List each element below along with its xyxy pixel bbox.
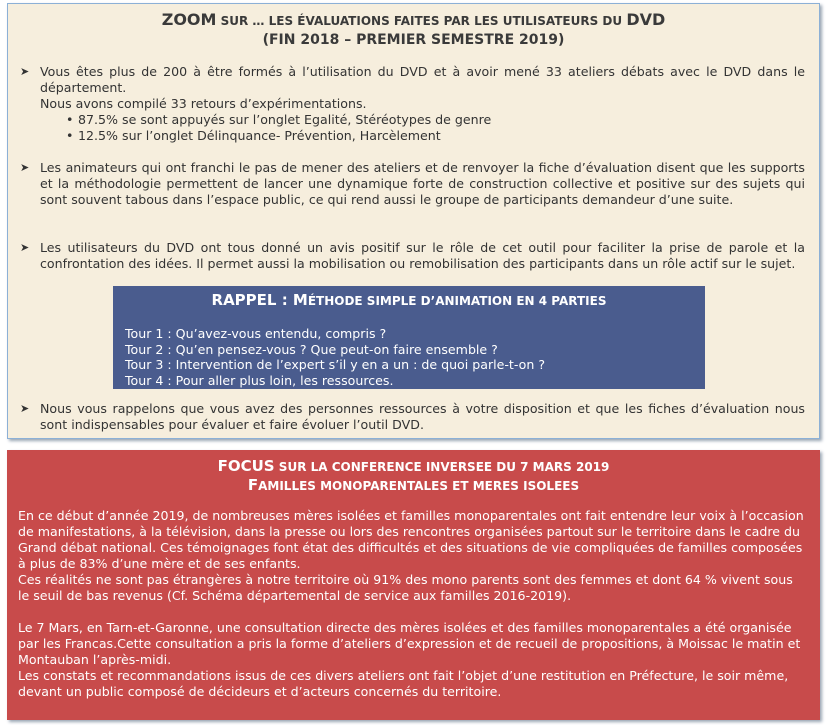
tour-item: Tour 3 : Intervention de l’expert s’il y en a un : de quoi parle-t-on ? <box>125 357 546 372</box>
paragraph-text: En ce début d’année 2019, de nombreuses mères isolées et familles monoparentales ont fait entendre leur voix à l’occasion de manifestations, à la télévision, dans la presse ou lors des rencontres organisées partout sur le territoire dans le cadre du Grand débat national. Ces témoignages font état des difficultés et des situations de vie compliquées de familles composées à plus de 83% d’une mère et de ses enfants. <box>18 508 804 571</box>
focus-title-lead: FOCUS <box>217 457 275 475</box>
zoom-title <box>8 11 819 30</box>
paragraph-text: Le 7 Mars, en Tarn-et-Garonne, une consultation directe des mères isolées et des familles monoparentales a été organisée par les Francas.Cette consultation a pris la forme d’ateliers d’expression et de recueil de propositions, à Moissac le matin et Montauban l’après-midi. <box>18 620 801 667</box>
focus-paragraph-1 <box>18 508 808 604</box>
focus-subtitle-lead: F <box>247 476 259 494</box>
zoom-title-lead: ZOOM <box>161 10 217 29</box>
list-item: • 12.5% sur l’onglet Délinquance- Prévention, Harcèlement <box>78 128 805 144</box>
tour-item: Tour 1 : Qu’avez-vous entendu, compris ? <box>125 326 387 341</box>
bullet-text: Les utilisateurs du DVD ont tous donné un avis positif sur le rôle de cet outil pour faciliter la prise de parole et la confrontation des idées. Il permet aussi la mobilisation ou remobilisation des participants dans un rôle actif sur le sujet. <box>40 240 805 271</box>
rappel-title-lead: RAPPEL : M <box>211 291 308 309</box>
bullet-item-formations <box>20 64 805 144</box>
bullet-item-utilisateurs <box>20 240 805 272</box>
bullet-item-animateurs <box>20 160 805 208</box>
tour-item: Tour 2 : Qu’en pensez-vous ? Que peut-on faire ensemble ? <box>125 341 498 357</box>
zoom-title-rest: SUR … LES ÉVALUATIONS FAITES PAR LES UTILISATEURS DU <box>216 14 627 28</box>
focus-subtitle-rest: AMILLES MONOPARENTALES ET MERES ISOLEES <box>258 479 580 493</box>
arrowhead-bullet-icon: ➤ <box>20 402 30 415</box>
bullet-text: Nous vous rappelons que vous avez des personnes ressources à votre disposition et que les fiches d’évaluation nous sont indispensables pour évaluer et faire évoluer l’outil DVD. <box>40 401 805 432</box>
focus-title-rest: SUR LA CONFERENCE INVERSEE DU 7 MARS 2019 <box>274 460 610 474</box>
rappel-box <box>113 286 705 389</box>
zoom-subtitle-text: (FIN 2018 – PREMIER SEMESTRE 2019) <box>262 32 565 48</box>
focus-title <box>7 457 820 476</box>
focus-section <box>7 450 820 720</box>
list-item: • 87.5% se sont appuyés sur l’onglet Egalité, Stéréotypes de genre <box>78 112 805 128</box>
arrowhead-bullet-icon: ➤ <box>20 65 30 78</box>
bullet-text: Vous êtes plus de 200 à être formés à l’utilisation du DVD et à avoir mené 33 ateliers débats avec le DVD dans le département. <box>40 64 805 95</box>
tour-item: Tour 4 : Pour aller plus loin, les ressources. <box>125 372 394 388</box>
paragraph-text: Les constats et recommandations issus de ces divers ateliers ont fait l’objet d’une restitution en Préfecture, le soir même, devant un public composé de décideurs et d’acteurs concernés du territoire. <box>18 668 789 699</box>
focus-subtitle <box>7 476 820 495</box>
bullet-item-ressources <box>20 401 805 433</box>
sub-list <box>40 112 805 144</box>
rappel-title-rest: ÉTHODE SIMPLE D’ANIMATION EN 4 PARTIES <box>307 294 607 308</box>
rappel-title <box>113 291 705 310</box>
zoom-title-dvd: DVD <box>626 10 666 29</box>
tours-list <box>113 326 705 388</box>
bullet-text: Nous avons compilé 33 retours d’expérimentations. <box>40 96 367 111</box>
bullet-text: Les animateurs qui ont franchi le pas de mener des ateliers et de renvoyer la fiche d’évaluation disent que les supports et la méthodologie permettent de lancer une dynamique forte de construction collective et positive sur des sujets qui sont souvent tabous dans l’espace public, ce qui rend aussi le groupe de participants demandeur d’une suite. <box>40 160 805 207</box>
arrowhead-bullet-icon: ➤ <box>20 241 30 254</box>
arrowhead-bullet-icon: ➤ <box>20 161 30 174</box>
focus-paragraph-2 <box>18 620 808 700</box>
zoom-subtitle <box>8 30 819 49</box>
paragraph-text: Ces réalités ne sont pas étrangères à notre territoire où 91% des mono parents sont des femmes et dont 64 % vivent sous le seuil de bas revenus (Cf. Schéma départemental de service aux familles 2016-2019). <box>18 572 793 603</box>
